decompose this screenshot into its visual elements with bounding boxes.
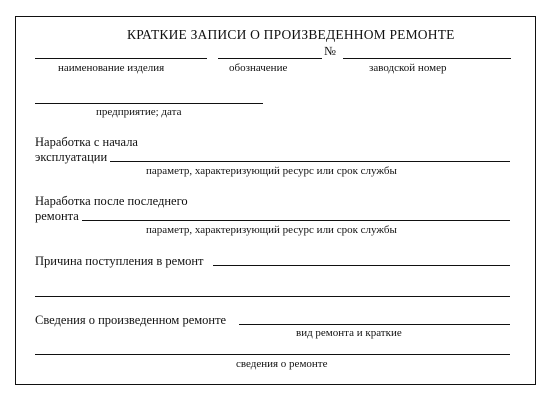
- number-sign: №: [324, 44, 336, 58]
- repair-type-caption: вид ремонта и краткие: [296, 327, 402, 339]
- repair-info-label: Сведения о произведенном ремонте: [35, 313, 227, 327]
- product-name-caption: наименование изделия: [58, 62, 165, 74]
- repair-details-caption: сведения о ремонте: [236, 358, 328, 370]
- op-since-repair-label: Наработка после последнего: [35, 194, 188, 208]
- op-since-start-label-cont: эксплуатации: [35, 150, 108, 164]
- repair-reason-field[interactable]: [213, 265, 510, 266]
- designation-field[interactable]: [218, 58, 322, 59]
- repair-reason-label: Причина поступления в ремонт: [35, 254, 204, 268]
- enterprise-date-field[interactable]: [35, 103, 263, 104]
- op-since-repair-field[interactable]: [82, 220, 510, 221]
- resource-param-caption-2: параметр, характеризующий ресурс или срок службы: [146, 224, 397, 236]
- repair-reason-field-extra[interactable]: [35, 296, 510, 297]
- enterprise-date-caption: предприятие; дата: [96, 106, 182, 118]
- repair-details-field[interactable]: [35, 354, 510, 355]
- product-name-field[interactable]: [35, 58, 207, 59]
- op-since-repair-label-cont: ремонта: [35, 209, 79, 223]
- form-title: КРАТКИЕ ЗАПИСИ О ПРОИЗВЕДЕННОМ РЕМОНТЕ: [127, 27, 455, 42]
- designation-caption: обозначение: [229, 62, 288, 74]
- op-since-start-field[interactable]: [110, 161, 510, 162]
- repair-info-field[interactable]: [239, 324, 510, 325]
- serial-number-field[interactable]: [343, 58, 511, 59]
- op-since-start-label: Наработка с начала: [35, 135, 138, 149]
- resource-param-caption-1: параметр, характеризующий ресурс или срок службы: [146, 165, 397, 177]
- serial-number-caption: заводской номер: [369, 62, 447, 74]
